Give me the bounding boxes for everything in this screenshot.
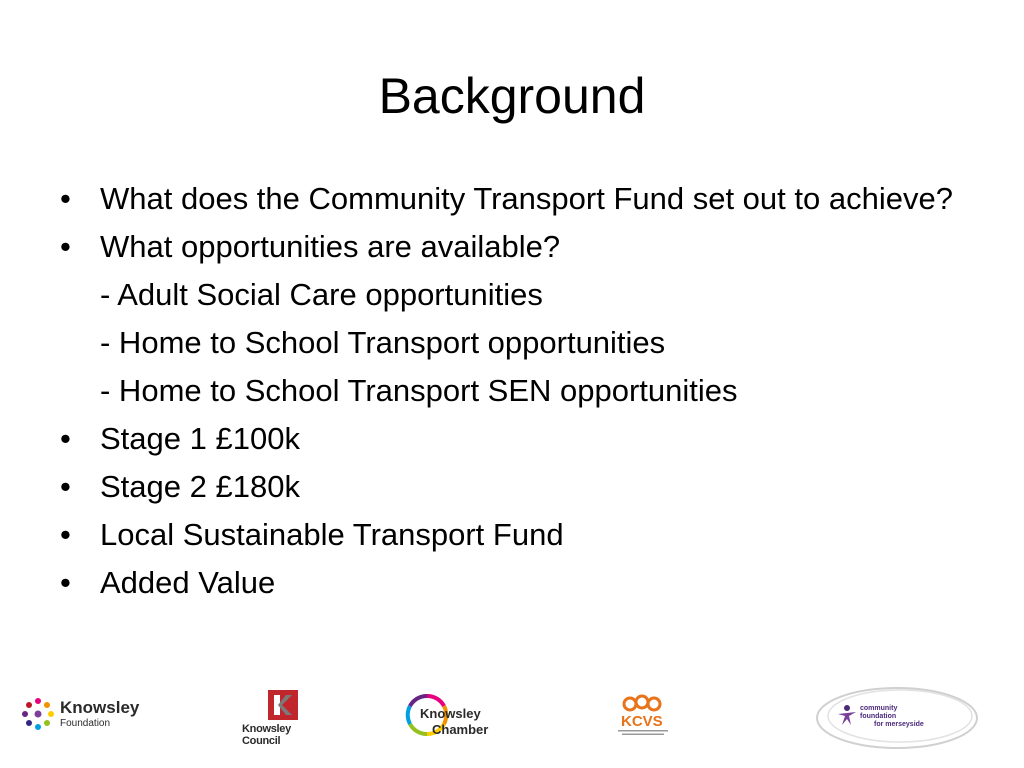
community-foundation-logo [812, 676, 982, 756]
sub-item: - Home to School Transport SEN opportunities [100, 373, 738, 408]
bullet-item: • What does the Community Transport Fund set out to achieve? [58, 180, 978, 218]
bullet-list [58, 180, 978, 612]
bullet-item: • Local Sustainable Transport Fund [58, 516, 978, 554]
bullet-item: • What opportunities are available? [58, 228, 978, 266]
bullet-item: • Added Value [58, 564, 978, 602]
k-chevron-icon [268, 690, 298, 720]
bullet-item: • Stage 1 £100k [58, 420, 978, 458]
slide-title: Background [378, 68, 646, 124]
logo-line2: foundation [860, 713, 897, 720]
colored-dots-icon [20, 696, 56, 732]
logo-name-line2: Chamber [432, 722, 489, 737]
sub-item: - Adult Social Care opportunities [100, 277, 543, 312]
knowsley-foundation-logo [20, 676, 160, 756]
tagline-lines-icon [618, 730, 668, 736]
logo-subname: Foundation [60, 718, 111, 729]
bullet-item: • Stage 2 £180k [58, 468, 978, 506]
logo-name: Knowsley [60, 698, 140, 717]
kcvs-logo [612, 676, 672, 756]
sub-item: - Home to School Transport opportunities [100, 325, 666, 360]
logo-strip [0, 676, 1024, 756]
logo-name: Knowsley Council [242, 723, 291, 747]
logo-line3: for merseyside [874, 721, 924, 728]
crown-icon [622, 694, 662, 714]
logo-name-line1: Knowsley [420, 706, 481, 721]
knowsley-chamber-logo [404, 676, 494, 756]
person-figure-icon [836, 704, 858, 726]
logo-line1: community [860, 705, 898, 712]
knowsley-council-logo [240, 676, 330, 756]
logo-name: KCVS [621, 713, 663, 730]
